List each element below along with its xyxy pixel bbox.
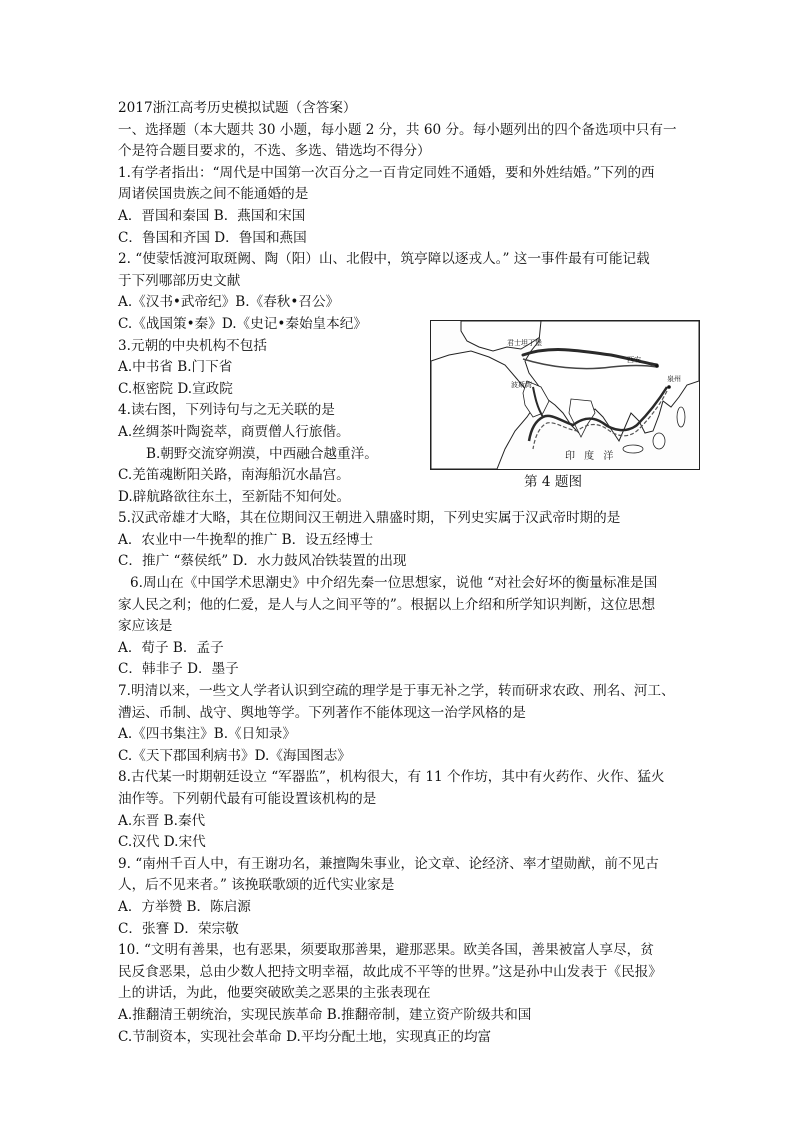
question-7-stem: 漕运、币制、战守、舆地等学。下列著作不能体现这一治学风格的是 — [118, 704, 526, 721]
map-illustration — [431, 321, 699, 469]
question-4-stem: 4.读右图，下列诗句与之无关联的是 — [118, 402, 335, 419]
question-9-options: C．张謇 D．荣宗敬 — [118, 920, 239, 937]
question-3-options: C.枢密院 D.宣政院 — [118, 380, 233, 397]
question-5-stem: 5.汉武帝雄才大略，其在位期间汉王朝进入鼎盛时期，下列史实属于汉武帝时期的是 — [118, 510, 621, 527]
silk-road-map — [430, 320, 700, 470]
question-7-options: C.《天下郡国利病书》D.《海国图志》 — [118, 747, 351, 764]
question-2-stem: 2. “使蒙恬渡河取斑阙、陶（阳）山、北假中，筑亭障以逐戎人。” 这一事件最有可能记载 — [118, 251, 650, 268]
question-6-stem: 6.周山在《中国学术思潮史》中介绍先秦一位思想家，说他 “对社会好坏的衡量标准是国 — [130, 575, 658, 592]
question-7-stem: 7.明清以来，一些文人学者认识到空疏的理学是于事无补之学，转而研求农政、刑名、河工、 — [118, 683, 675, 700]
section-header: 一、选择题（本大题共 30 小题，每小题 2 分，共 60 分。每小题列出的四个备选项中只有一 — [118, 121, 677, 138]
question-1-stem: 1.有学者指出：“周代是中国第一次百分之一百肯定同姓不通婚，要和外姓结婚。”下列的西 — [118, 164, 655, 181]
question-5-options: C．推广 “蔡侯纸” D．水力鼓风冶铁装置的出现 — [118, 553, 407, 570]
island-shape — [653, 433, 665, 449]
question-4-option-b: B.朝野交流穿朔漠，中西融合越重洋。 — [146, 445, 378, 462]
question-3-stem: 3.元朝的中央机构不包括 — [118, 337, 267, 354]
map-label-quanzhou: 泉州 — [667, 375, 681, 383]
question-1-options: C．鲁国和齐国 D．鲁国和燕国 — [118, 229, 307, 246]
map-label-persia: 波斯湾 — [511, 381, 532, 389]
question-3-options: A.中书省 B.门下省 — [118, 359, 233, 376]
question-10-options: C.节制资本，实现社会革命 D.平均分配土地，实现真正的均富 — [118, 1028, 492, 1045]
question-4-option-a: A.丝绸茶叶陶瓷萃，商贾僧人行旅偕。 — [118, 423, 350, 440]
city-marker-xian — [655, 364, 659, 368]
question-9-stem: 人，后不见来者。” 该挽联歌颂的近代实业家是 — [118, 877, 395, 894]
question-2-options: A.《汉书•武帝纪》B.《春秋•召公》 — [118, 294, 340, 311]
question-10-stem: 上的讲话，为此，他要突破欧美之恶果的主张表现在 — [118, 985, 431, 1002]
question-8-stem: 油作等。下列朝代最有可能设置该机构的是 — [118, 791, 377, 807]
map-label-ocean: 印 度 洋 — [565, 451, 617, 462]
question-4-option-d: D.辟航路欲往东土，至新陆不知何处。 — [118, 488, 351, 505]
question-8-options: A.东晋 B.秦代 — [118, 812, 206, 829]
map-label-west: 君士坦丁堡 — [507, 339, 542, 347]
question-7-options: A.《四书集注》B.《日知录》 — [118, 726, 296, 743]
question-10-stem: 10. “文明有善果，也有恶果，须要取那善果，避那恶果。欧美各国，善果被富人享尽，贫 — [118, 942, 654, 959]
question-9-options: A．方举赞 B．陈启源 — [118, 898, 251, 915]
section-header: 个是符合题目要求的，不选、多选、错选均不得分） — [118, 143, 431, 160]
island-shape — [677, 407, 685, 427]
question-2-options: C.《战国策•秦》D.《史记•秦始皇本纪》 — [118, 315, 367, 332]
question-5-options: A．农业中一牛挽犁的推广 B．设五经博士 — [118, 531, 374, 548]
question-8-stem: 8.古代某一时期朝廷设立 “军器监”，机构很大，有 11 个作坊，其中有火药作、火作、猛火 — [118, 769, 665, 786]
question-10-options: A.推翻清王朝统治，实现民族革命 B.推翻帝制，建立资产阶级共和国 — [118, 1006, 532, 1023]
exam-page — [118, 98, 688, 1048]
question-6-stem: 家人民之利；他的仁爱，是人与人之间平等的”。根据以上介绍和所学知识判断，这位思想 — [118, 596, 656, 613]
island-shape — [623, 445, 643, 453]
question-2-stem: 于下列哪部历史文献 — [118, 272, 241, 289]
map-label-xian: 西安 — [627, 356, 641, 364]
city-marker-quanzhou — [667, 385, 671, 389]
question-6-options: C．韩非子 D．墨子 — [118, 661, 239, 678]
map-caption: 第 4 题图 — [524, 474, 583, 490]
question-6-options: A．荀子 B．孟子 — [118, 639, 224, 656]
question-8-options: C.汉代 D.宋代 — [118, 834, 206, 851]
question-1-options: A．晋国和秦国 B．燕国和宋国 — [118, 207, 306, 224]
question-1-stem: 周诸侯国贵族之间不能通婚的是 — [118, 186, 309, 203]
document-title: 2017浙江高考历史模拟试题（含答案） — [118, 100, 357, 116]
question-10-stem: 民反食恶果，总由少数人把持文明幸福，故此成不平等的世界。”这是孙中山发表于《民报》 — [118, 963, 662, 980]
question-6-stem: 家应该是 — [118, 618, 173, 635]
question-9-stem: 9. “南州千百人中，有王谢功名，兼擅陶朱事业，论文章、论经济、率才望勋猷，前不见古 — [118, 855, 659, 872]
question-4-option-c: C.羌笛魂断阳关路，南海船沉水晶宫。 — [118, 467, 350, 484]
